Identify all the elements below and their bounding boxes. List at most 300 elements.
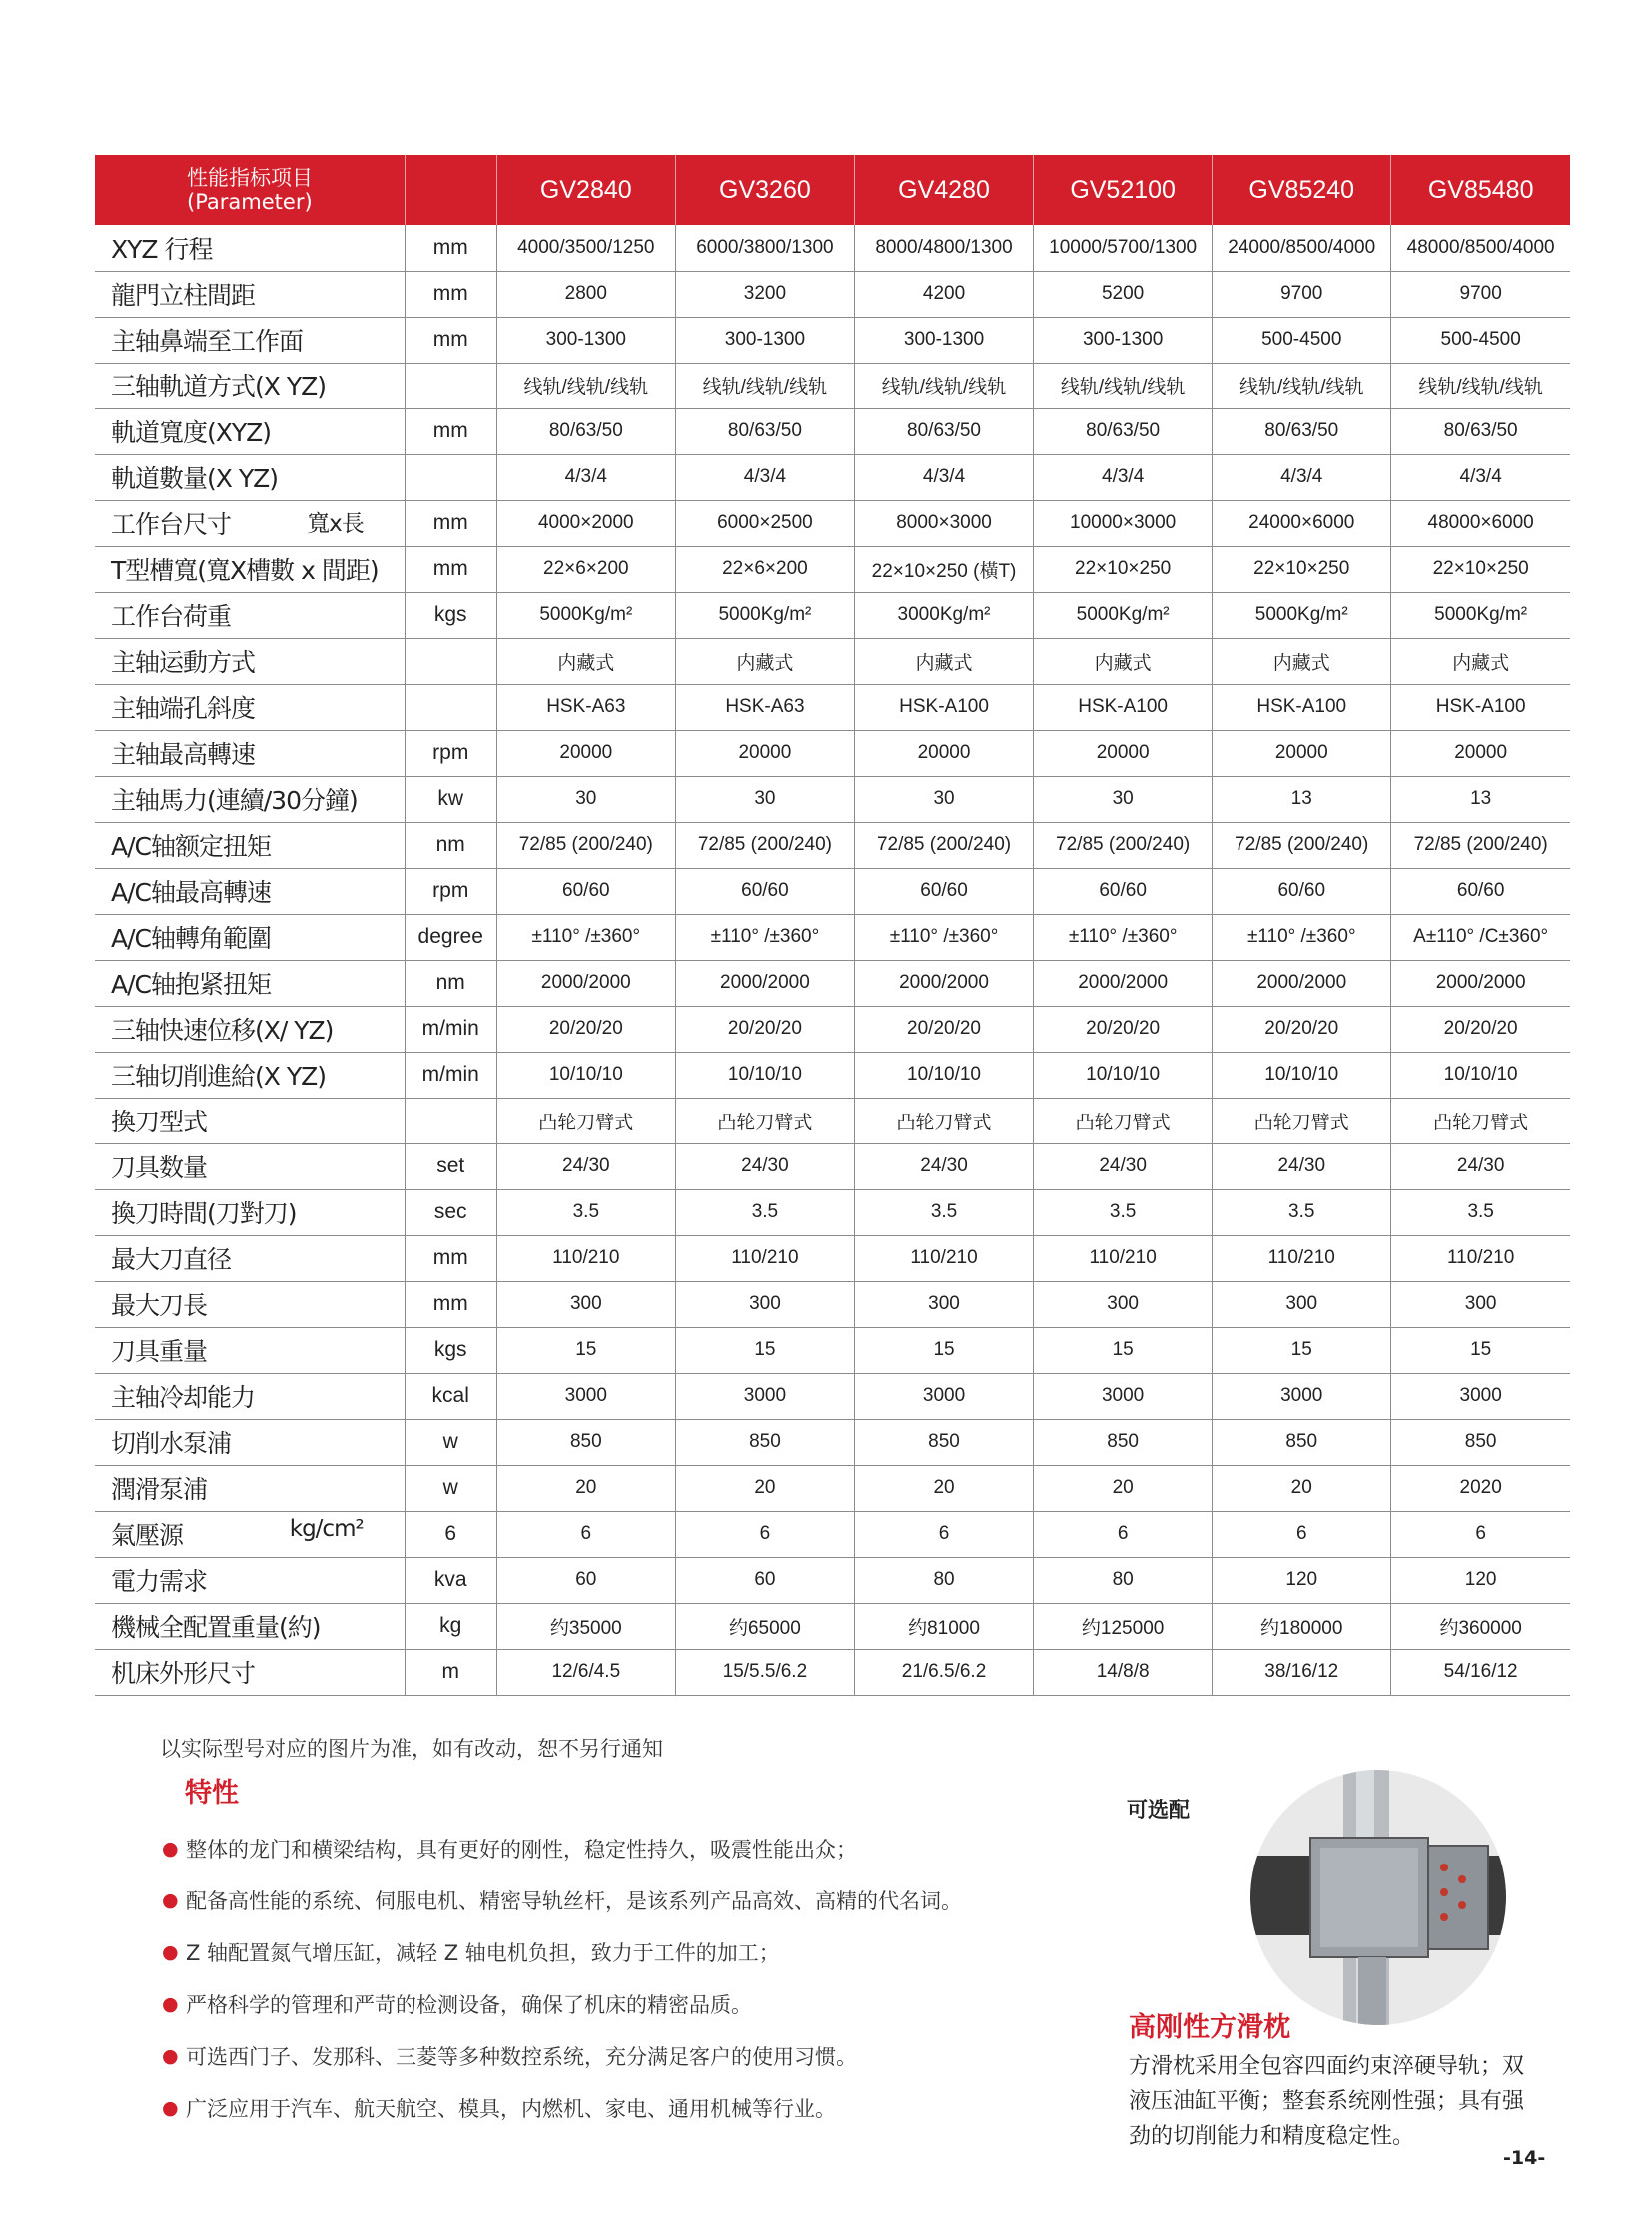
table-cell: 54/16/12 (1391, 1649, 1570, 1695)
table-cell: 3000 (1034, 1373, 1213, 1419)
feature-text: 可选西门子、发那科、三菱等多种数控系统，充分满足客户的使用习惯。 (186, 2045, 857, 2069)
table-cell: 300 (675, 1281, 854, 1327)
table-cell: 13 (1213, 776, 1391, 822)
table-cell: 60/60 (675, 868, 854, 914)
table-cell: 4000/3500/1250 (496, 225, 675, 271)
feature-text: 配备高性能的系统、伺服电机、精密导轨丝杆，是该系列产品高效、高精的代名词。 (186, 1889, 962, 1913)
table-cell: 约180000 (1213, 1603, 1391, 1649)
table-cell: 3000 (496, 1373, 675, 1419)
table-cell: 20000 (496, 730, 675, 776)
table-cell: 60/60 (854, 868, 1033, 914)
table-cell: 2000/2000 (675, 960, 854, 1006)
table-cell: 300-1300 (675, 317, 854, 363)
row-label (95, 1511, 405, 1557)
table-cell: 3.5 (675, 1189, 854, 1235)
table-cell: 20000 (675, 730, 854, 776)
table-row (95, 1373, 1570, 1419)
feature-item (162, 1874, 1091, 1926)
table-cell: 约360000 (1391, 1603, 1570, 1649)
table-cell: ±110° /±360° (675, 914, 854, 960)
table-cell: 凸轮刀臂式 (1391, 1098, 1570, 1143)
table-cell: 80/63/50 (854, 408, 1033, 454)
table-cell: 4/3/4 (675, 454, 854, 500)
header-parameter (95, 155, 405, 225)
table-cell: 3000 (1213, 1373, 1391, 1419)
table-cell: 4000×2000 (496, 500, 675, 546)
table-row (95, 914, 1570, 960)
spec-table-wrapper (95, 155, 1570, 1696)
table-cell: 300 (1213, 1281, 1391, 1327)
table-cell: 内藏式 (1034, 638, 1213, 684)
table-cell: HSK-A100 (854, 684, 1033, 730)
table-cell: 30 (854, 776, 1033, 822)
table-cell: 6 (1391, 1511, 1570, 1557)
table-row (95, 960, 1570, 1006)
table-cell: ±110° /±360° (854, 914, 1033, 960)
table-cell: 80 (854, 1557, 1033, 1603)
row-unit (405, 363, 496, 408)
row-unit: mm (405, 225, 496, 271)
table-cell: 22×6×200 (675, 546, 854, 592)
table-cell: 5200 (1034, 271, 1213, 317)
table-cell: 12/6/4.5 (496, 1649, 675, 1695)
row-label: 切削水泵浦 (95, 1419, 405, 1465)
table-header-row (95, 155, 1570, 225)
table-cell: 5000Kg/m² (675, 592, 854, 638)
table-cell: 20 (496, 1465, 675, 1511)
row-label: 換刀時間(刀對刀) (95, 1189, 405, 1235)
table-cell: 6000/3800/1300 (675, 225, 854, 271)
table-cell: 22×10×250 (1034, 546, 1213, 592)
table-cell: 22×10×250 (1213, 546, 1391, 592)
table-cell: 72/85 (200/240) (675, 822, 854, 868)
table-cell: 60/60 (1034, 868, 1213, 914)
table-row (95, 1649, 1570, 1695)
table-cell: 3000 (854, 1373, 1033, 1419)
table-cell: A±110° /C±360° (1391, 914, 1570, 960)
table-cell: 20/20/20 (1213, 1006, 1391, 1052)
table-row (95, 408, 1570, 454)
row-unit: m/min (405, 1052, 496, 1098)
table-row (95, 454, 1570, 500)
table-row (95, 822, 1570, 868)
row-label: A/C轴最高轉速 (95, 868, 405, 914)
row-label: 主轴馬力(連續/30分鐘) (95, 776, 405, 822)
table-cell: 110/210 (854, 1235, 1033, 1281)
table-cell: 4/3/4 (1391, 454, 1570, 500)
bullet-icon: ● (162, 2045, 179, 2067)
table-cell: 2800 (496, 271, 675, 317)
row-unit: w (405, 1419, 496, 1465)
table-cell: 850 (1213, 1419, 1391, 1465)
header-model: GV85480 (1427, 175, 1534, 204)
table-cell: 10/10/10 (496, 1052, 675, 1098)
table-cell: 22×6×200 (496, 546, 675, 592)
table-row (95, 1603, 1570, 1649)
table-cell: 72/85 (200/240) (1391, 822, 1570, 868)
table-cell: 凸轮刀臂式 (1034, 1098, 1213, 1143)
bullet-icon: ● (162, 1889, 179, 1911)
table-cell: 20 (1034, 1465, 1213, 1511)
row-label: 刀具重量 (95, 1327, 405, 1373)
table-cell: 24/30 (675, 1143, 854, 1189)
table-cell: 850 (496, 1419, 675, 1465)
table-cell: 500-4500 (1391, 317, 1570, 363)
table-cell: 3000Kg/m² (854, 592, 1033, 638)
spec-table (95, 155, 1570, 1696)
table-cell: 20/20/20 (496, 1006, 675, 1052)
table-cell: 凸轮刀臂式 (854, 1098, 1033, 1143)
table-cell: 内藏式 (1213, 638, 1391, 684)
table-cell: 300-1300 (854, 317, 1033, 363)
feature-item (162, 1823, 1091, 1874)
table-row (95, 1235, 1570, 1281)
disclaimer-note: 以实际型号对应的图片为准，如有改动，恕不另行通知 (160, 1737, 663, 1761)
table-cell: 10/10/10 (675, 1052, 854, 1098)
header-model: GV4280 (854, 155, 1033, 225)
table-cell: 110/210 (1213, 1235, 1391, 1281)
row-label: 主轴运動方式 (95, 638, 405, 684)
table-cell: 内藏式 (496, 638, 675, 684)
table-cell: 38/16/12 (1213, 1649, 1391, 1695)
table-row (95, 546, 1570, 592)
feature-text: 整体的龙门和横梁结构，具有更好的刚性，稳定性持久，吸震性能出众； (186, 1838, 857, 1862)
table-cell: 6 (675, 1511, 854, 1557)
row-unit: kva (405, 1557, 496, 1603)
table-cell: 850 (1391, 1419, 1570, 1465)
row-unit: kg (405, 1603, 496, 1649)
row-unit: m (405, 1649, 496, 1695)
row-label: 三轴軌道方式(X YZ) (95, 363, 405, 408)
table-cell: 线轨/线轨/线轨 (1213, 363, 1391, 408)
table-cell: 3.5 (496, 1189, 675, 1235)
page-number: -14- (1503, 2147, 1546, 2169)
table-cell: 线轨/线轨/线轨 (496, 363, 675, 408)
row-label: A/C轴轉角範圍 (95, 914, 405, 960)
row-label: 潤滑泵浦 (95, 1465, 405, 1511)
table-cell: 24000×6000 (1213, 500, 1391, 546)
table-cell: 15/5.5/6.2 (675, 1649, 854, 1695)
table-cell: 线轨/线轨/线轨 (854, 363, 1033, 408)
table-cell: 80 (1034, 1557, 1213, 1603)
table-cell: 20000 (1213, 730, 1391, 776)
features-list (162, 1823, 1091, 2134)
header-model: GV3260 (675, 155, 854, 225)
table-cell: 24/30 (1391, 1143, 1570, 1189)
table-cell: 20/20/20 (1391, 1006, 1570, 1052)
table-cell: 20/20/20 (854, 1006, 1033, 1052)
table-cell: 300-1300 (496, 317, 675, 363)
table-cell: HSK-A100 (1213, 684, 1391, 730)
table-cell: 20 (675, 1465, 854, 1511)
row-unit: set (405, 1143, 496, 1189)
row-label: 換刀型式 (95, 1098, 405, 1143)
row-label: 三轴快速位移(X/ YZ) (95, 1006, 405, 1052)
table-cell: 15 (675, 1327, 854, 1373)
table-row (95, 1465, 1570, 1511)
row-label: 最大刀長 (95, 1281, 405, 1327)
row-label: XYZ 行程 (95, 225, 405, 271)
row-label: 軌道寬度(XYZ) (95, 408, 405, 454)
table-cell: 21/6.5/6.2 (854, 1649, 1033, 1695)
ram-slide-image (1248, 1768, 1508, 2027)
row-unit: mm (405, 500, 496, 546)
table-row (95, 1511, 1570, 1557)
table-cell: 15 (1034, 1327, 1213, 1373)
row-unit (405, 684, 496, 730)
table-cell: 24/30 (1213, 1143, 1391, 1189)
table-cell: 3.5 (1213, 1189, 1391, 1235)
features-title: 特性 (185, 1778, 239, 1809)
table-cell: 凸轮刀臂式 (675, 1098, 854, 1143)
table-cell: 4/3/4 (1213, 454, 1391, 500)
table-cell: 72/85 (200/240) (496, 822, 675, 868)
row-label: 電力需求 (95, 1557, 405, 1603)
row-label: 刀具数量 (95, 1143, 405, 1189)
row-unit: mm (405, 546, 496, 592)
table-cell: 300-1300 (1034, 317, 1213, 363)
table-cell: 60/60 (496, 868, 675, 914)
table-cell: 120 (1391, 1557, 1570, 1603)
table-cell: 22×10×250 (橫T) (854, 546, 1033, 592)
table-row (95, 592, 1570, 638)
row-unit: degree (405, 914, 496, 960)
table-cell: 10/10/10 (1034, 1052, 1213, 1098)
table-row (95, 1557, 1570, 1603)
table-cell: 2020 (1391, 1465, 1570, 1511)
row-label: 主轴端孔斜度 (95, 684, 405, 730)
table-cell: 20/20/20 (675, 1006, 854, 1052)
table-cell: 80/63/50 (1391, 408, 1570, 454)
table-cell: 线轨/线轨/线轨 (1034, 363, 1213, 408)
table-row (95, 776, 1570, 822)
table-row (95, 1052, 1570, 1098)
row-unit: mm (405, 317, 496, 363)
table-cell: 60/60 (1391, 868, 1570, 914)
table-cell: 20 (854, 1465, 1033, 1511)
table-cell: 4/3/4 (496, 454, 675, 500)
table-row (95, 1419, 1570, 1465)
table-cell: 8000×3000 (854, 500, 1033, 546)
table-cell: 48000×6000 (1391, 500, 1570, 546)
table-cell: 3.5 (1391, 1189, 1570, 1235)
table-cell: 72/85 (200/240) (1213, 822, 1391, 868)
table-cell: 约125000 (1034, 1603, 1213, 1649)
row-label: 工作台荷重 (95, 592, 405, 638)
table-cell: 30 (496, 776, 675, 822)
header-parameter-en: (Parameter) (187, 190, 313, 214)
table-cell: 15 (1391, 1327, 1570, 1373)
table-cell: 3200 (675, 271, 854, 317)
table-cell: 10/10/10 (854, 1052, 1033, 1098)
table-cell: 72/85 (200/240) (1034, 822, 1213, 868)
bullet-icon: ● (162, 1993, 179, 2015)
table-cell: 20/20/20 (1034, 1006, 1213, 1052)
feature-text: 严格科学的管理和严苛的检测设备，确保了机床的精密品质。 (186, 1993, 752, 2017)
row-label: A/C轴抱紧扭矩 (95, 960, 405, 1006)
table-cell: 约65000 (675, 1603, 854, 1649)
row-label-sub: kg/cm² (289, 1516, 364, 1542)
row-label-text: 氣壓源 (111, 1521, 184, 1550)
row-label: T型槽寬(寬X槽數 x 間距) (95, 546, 405, 592)
table-row (95, 271, 1570, 317)
table-cell: 约35000 (496, 1603, 675, 1649)
table-cell: 300 (1391, 1281, 1570, 1327)
header-parameter-cn: 性能指标项目 (187, 166, 313, 190)
header-model: GV85240 (1213, 155, 1391, 225)
table-cell: 48000/8500/4000 (1391, 225, 1570, 271)
table-row (95, 317, 1570, 363)
table-cell: 24/30 (1034, 1143, 1213, 1189)
table-cell: 80/63/50 (1213, 408, 1391, 454)
table-cell: 9700 (1213, 271, 1391, 317)
table-row (95, 500, 1570, 546)
table-row (95, 868, 1570, 914)
table-cell: HSK-A63 (496, 684, 675, 730)
row-label: 最大刀直径 (95, 1235, 405, 1281)
table-cell: 60 (675, 1557, 854, 1603)
table-cell: 内藏式 (854, 638, 1033, 684)
row-unit: mm (405, 408, 496, 454)
table-cell: 72/85 (200/240) (854, 822, 1033, 868)
table-cell: 3000 (1391, 1373, 1570, 1419)
row-unit: m/min (405, 1006, 496, 1052)
header-unit (405, 155, 496, 225)
table-cell: 850 (675, 1419, 854, 1465)
row-unit (405, 1098, 496, 1143)
row-unit (405, 454, 496, 500)
row-unit: kw (405, 776, 496, 822)
table-cell: 850 (1034, 1419, 1213, 1465)
table-cell: 110/210 (496, 1235, 675, 1281)
table-cell: 3.5 (854, 1189, 1033, 1235)
table-cell: 10000/5700/1300 (1034, 225, 1213, 271)
row-unit: kgs (405, 592, 496, 638)
table-cell: 4/3/4 (854, 454, 1033, 500)
table-row (95, 363, 1570, 408)
row-unit: w (405, 1465, 496, 1511)
row-unit: 6 (405, 1511, 496, 1557)
table-cell: 300 (496, 1281, 675, 1327)
table-row (95, 225, 1570, 271)
table-cell: 110/210 (1391, 1235, 1570, 1281)
table-cell: 20000 (1391, 730, 1570, 776)
row-label: 主轴最高轉速 (95, 730, 405, 776)
table-cell: 120 (1213, 1557, 1391, 1603)
table-cell: 60 (496, 1557, 675, 1603)
row-unit: rpm (405, 868, 496, 914)
table-cell: HSK-A100 (1391, 684, 1570, 730)
table-cell: 6 (1034, 1511, 1213, 1557)
table-cell: 4200 (854, 271, 1033, 317)
row-unit: mm (405, 271, 496, 317)
row-label-sub: 寬x長 (307, 511, 364, 537)
table-cell: 6000×2500 (675, 500, 854, 546)
feature-item (162, 2030, 1091, 2082)
table-cell: 9700 (1391, 271, 1570, 317)
table-row (95, 1189, 1570, 1235)
table-cell: 6 (1213, 1511, 1391, 1557)
table-row (95, 1098, 1570, 1143)
table-cell: 5000Kg/m² (496, 592, 675, 638)
table-cell: 凸轮刀臂式 (1213, 1098, 1391, 1143)
table-cell: 2000/2000 (1391, 960, 1570, 1006)
table-row (95, 684, 1570, 730)
table-cell: 凸轮刀臂式 (496, 1098, 675, 1143)
row-unit: mm (405, 1235, 496, 1281)
table-cell: 2000/2000 (1034, 960, 1213, 1006)
table-cell: ±110° /±360° (1213, 914, 1391, 960)
table-cell: 22×10×250 (1391, 546, 1570, 592)
table-cell: 30 (1034, 776, 1213, 822)
feature-text: 广泛应用于汽车、航天航空、模具，内燃机、家电、通用机械等行业。 (186, 2097, 836, 2121)
table-row (95, 1327, 1570, 1373)
table-cell: 2000/2000 (1213, 960, 1391, 1006)
table-cell: HSK-A63 (675, 684, 854, 730)
spec-table-body (95, 225, 1570, 1695)
row-label (95, 500, 405, 546)
table-cell: 10/10/10 (1213, 1052, 1391, 1098)
optional-title: 高刚性方滑枕 (1129, 2012, 1290, 2043)
bullet-icon: ● (162, 1838, 179, 1860)
row-label: 主轴冷却能力 (95, 1373, 405, 1419)
table-cell: 5000Kg/m² (1213, 592, 1391, 638)
table-cell: 24/30 (496, 1143, 675, 1189)
table-cell: 5000Kg/m² (1391, 592, 1570, 638)
table-cell: 110/210 (675, 1235, 854, 1281)
row-label: 軌道數量(X YZ) (95, 454, 405, 500)
table-cell: 14/8/8 (1034, 1649, 1213, 1695)
table-cell: 10000×3000 (1034, 500, 1213, 546)
table-cell: 80/63/50 (496, 408, 675, 454)
table-cell: HSK-A100 (1034, 684, 1213, 730)
header-model: GV52100 (1034, 155, 1213, 225)
table-cell: 20000 (1034, 730, 1213, 776)
table-row (95, 1143, 1570, 1189)
row-unit: nm (405, 822, 496, 868)
table-cell: 20000 (854, 730, 1033, 776)
row-label: 机床外形尺寸 (95, 1649, 405, 1695)
table-row (95, 730, 1570, 776)
row-unit: nm (405, 960, 496, 1006)
table-cell: 24/30 (854, 1143, 1033, 1189)
table-cell: 13 (1391, 776, 1570, 822)
table-cell: 850 (854, 1419, 1033, 1465)
table-cell: 2000/2000 (854, 960, 1033, 1006)
table-row (95, 1281, 1570, 1327)
table-cell: 20 (1213, 1465, 1391, 1511)
row-label: 機械全配置重量(約) (95, 1603, 405, 1649)
table-cell: 30 (675, 776, 854, 822)
table-cell: 24000/8500/4000 (1213, 225, 1391, 271)
table-cell: 80/63/50 (675, 408, 854, 454)
table-cell: 线轨/线轨/线轨 (675, 363, 854, 408)
feature-item (162, 1978, 1091, 2030)
table-cell: 300 (1034, 1281, 1213, 1327)
table-cell: 80/63/50 (1034, 408, 1213, 454)
table-cell: ±110° /±360° (496, 914, 675, 960)
table-row (95, 1006, 1570, 1052)
row-unit: rpm (405, 730, 496, 776)
table-cell: 15 (1213, 1327, 1391, 1373)
table-cell: 500-4500 (1213, 317, 1391, 363)
table-cell: 15 (854, 1327, 1033, 1373)
table-cell: 内藏式 (675, 638, 854, 684)
table-row (95, 638, 1570, 684)
feature-item (162, 1926, 1091, 1978)
table-cell: 5000Kg/m² (1034, 592, 1213, 638)
table-cell: 2000/2000 (496, 960, 675, 1006)
